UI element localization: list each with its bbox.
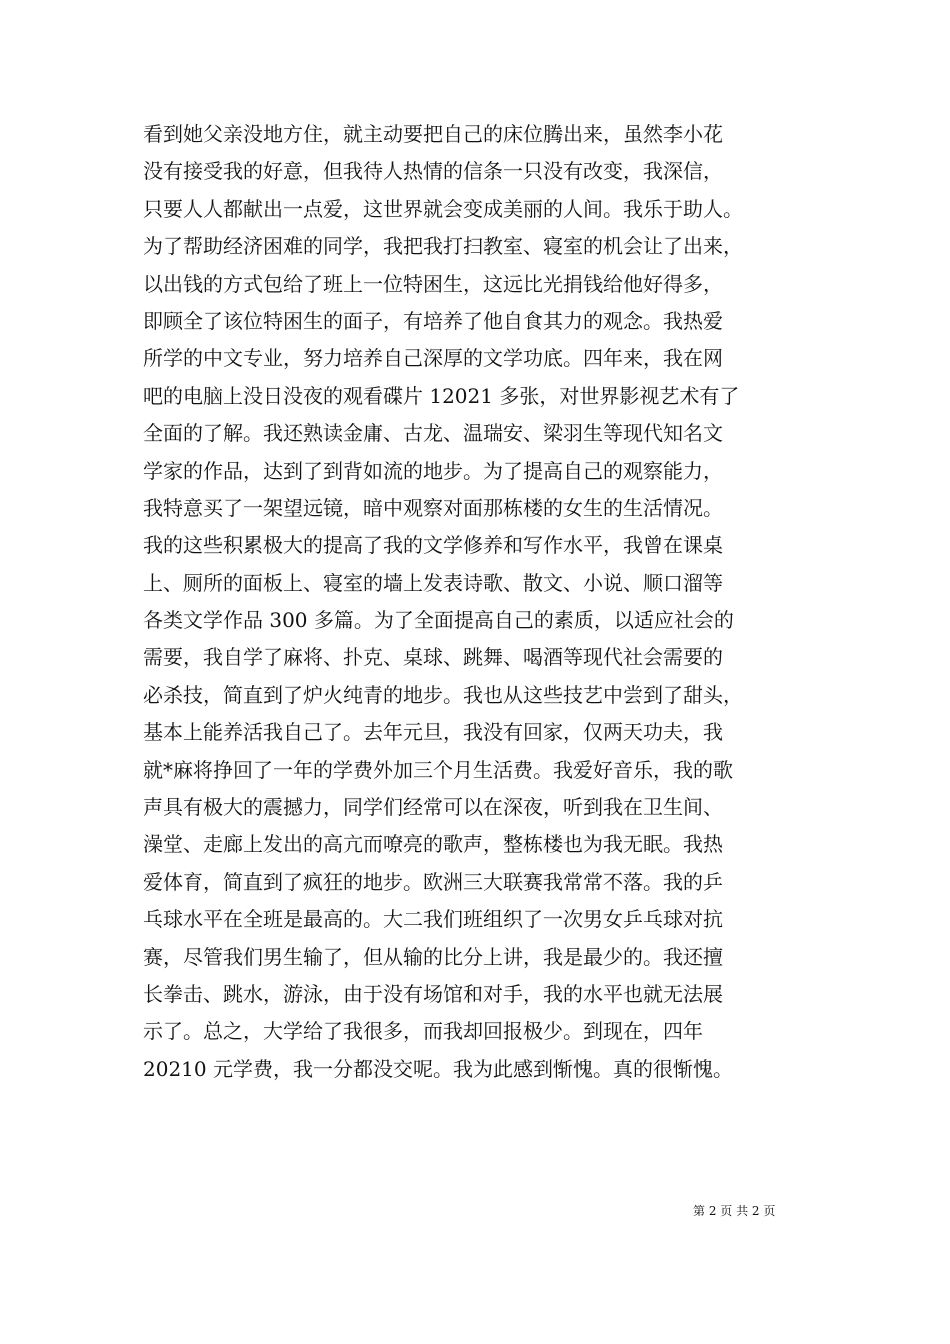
text-line: 声具有极大的震撼力，同学们经常可以在深夜，听到我在卫生间、 [143,795,723,820]
text-line: 所学的中文专业，努力培养自己深厚的文学功底。四年来，我在网 [143,346,723,371]
text-line: 学家的作品，达到了到背如流的地步。为了提高自己的观察能力， [143,458,723,483]
text-line: 看到她父亲没地方住，就主动要把自己的床位腾出来，虽然李小花 [143,122,723,146]
text-line: 以出钱的方式包给了班上一位特困生，这远比光捐钱给他好得多， [143,271,723,296]
text-line: 澡堂、走廊上发出的高亢而嘹亮的歌声，整栋楼也为我无眠。我热 [143,832,723,857]
text-line: 爱体育，简直到了疯狂的地步。欧洲三大联赛我常常不落。我的乒 [143,869,723,894]
page-number-footer: 第 2 页 共 2 页 [693,1204,776,1218]
text-line: 各类文学作品 300 多篇。为了全面提高自己的素质，以适应社会的 [143,608,734,633]
text-line: 我特意买了一架望远镜，暗中观察对面那栋楼的女生的生活情况。 [143,495,723,520]
text-line: 为了帮助经济困难的同学，我把我打扫教室、寝室的机会让了出来， [143,234,743,259]
text-line: 只要人人都献出一点爱，这世界就会变成美丽的人间。我乐于助人。 [143,196,743,221]
text-line: 乓球水平在全班是最高的。大二我们班组织了一次男女乒乓球对抗 [143,907,723,932]
text-line: 需要，我自学了麻将、扑克、桌球、跳舞、喝酒等现代社会需要的 [143,645,723,670]
text-line: 20210 元学费，我一分都没交呢。我为此感到惭愧。真的很惭愧。 [143,1056,733,1081]
text-line: 没有接受我的好意，但我待人热情的信条一只没有改变，我深信， [143,159,723,184]
body-text [143,116,843,1088]
text-line: 吧的电脑上没日没夜的观看碟片 12021 多张，对世界影视艺术有了 [143,383,740,408]
text-line: 必杀技，简直到了炉火纯青的地步。我也从这些技艺中尝到了甜头， [143,682,743,707]
text-line: 示了。总之，大学给了我很多，而我却回报极少。到现在，四年 [143,1019,703,1044]
text-line: 即顾全了该位特困生的面子，有培养了他自食其力的观念。我热爱 [143,308,723,333]
text-line: 上、厕所的面板上、寝室的墙上发表诗歌、散文、小说、顺口溜等 [143,570,723,595]
text-line: 全面的了解。我还熟读金庸、古龙、温瑞安、梁羽生等现代知名文 [143,421,723,446]
text-line: 长拳击、跳水，游泳，由于没有场馆和对手，我的水平也就无法展 [143,981,723,1006]
text-line: 就*麻将挣回了一年的学费外加三个月生活费。我爱好音乐，我的歌 [143,757,733,782]
text-line: 我的这些积累极大的提高了我的文学修养和写作水平，我曾在课桌 [143,533,723,558]
text-line: 基本上能养活我自己了。去年元旦，我没有回家，仅两天功夫，我 [143,720,723,745]
text-line: 赛，尽管我们男生输了，但从输的比分上讲，我是最少的。我还擅 [143,944,723,969]
